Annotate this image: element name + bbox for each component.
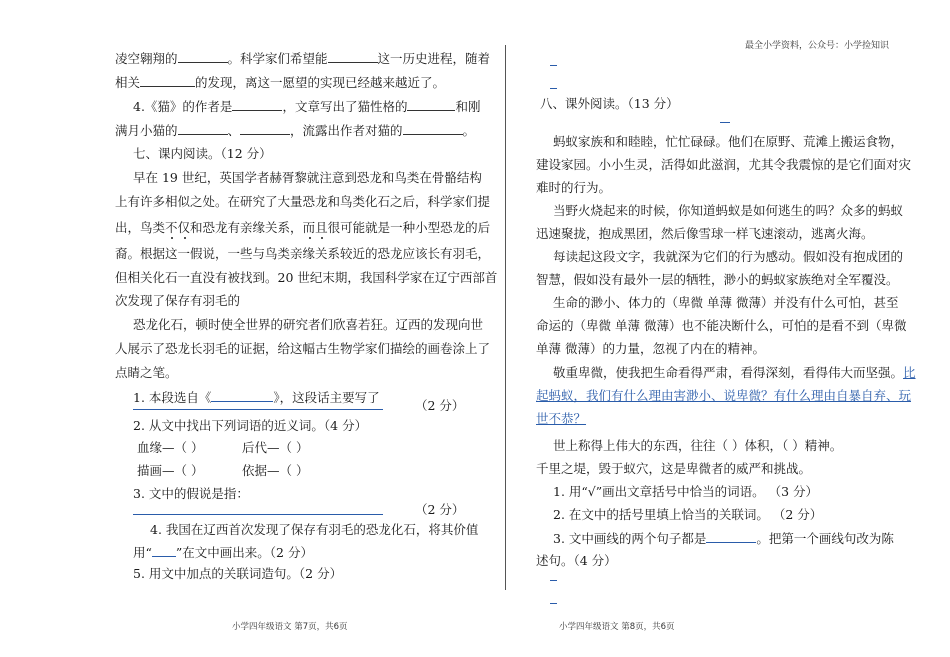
passage-line: 人展示了恐龙长羽毛的证据，给这幅古生物学家们描绘的画卷涂上了 [115, 341, 491, 356]
text: 。 [462, 123, 476, 138]
dotted-char: 不 [165, 220, 178, 235]
question-4b: 4. 我国在辽西首次发现了保存有羽毛的恐龙化石，将其价值 [150, 522, 479, 537]
text: ，文章写出了猫性格的 [282, 99, 408, 114]
passage-line: 千里之堤，毁于蚁穴，这是卑微者的威严和挑战。 [536, 461, 812, 476]
text: 满月小猫的 [115, 123, 178, 138]
section-8-title: 八、课外阅读。（13 分） [540, 96, 679, 111]
header-note: 最全小学资料，公众号：小学捡知识 [745, 41, 890, 51]
dotted-char: 而 [302, 220, 316, 235]
question-2: 2. 从文中找出下列词语的近义词。（4 分） [133, 418, 368, 433]
right-question-1: 1. 用“√”画出文章括号中恰当的词语。 （3 分） [553, 484, 819, 499]
passage-line [115, 220, 490, 236]
text: 的发现，离这一愿望的实现已经越来越近了。 [195, 75, 446, 90]
passage-line: 难时的行为。 [536, 180, 612, 195]
passage-line: 恐龙化石，顿时使全世界的研究者们欣喜若狂。辽西的发现向世 [133, 317, 484, 332]
passage-line: 智慧，假如没有最外一层的牺牲，渺小的蚂蚁家族绝对全军覆没。 [536, 272, 899, 287]
passage-line: 迅速聚拢，抱成黑团，然后像雪球一样飞速滚动，逃离火海。 [536, 226, 874, 241]
answer-blank[interactable] [140, 74, 195, 87]
passage-line: 但相关化石一直没有被找到。20 世纪末期，我国科学家在辽宁西部首 [115, 270, 498, 285]
dotted-char: 且 [315, 220, 328, 235]
page-footer: 小学四年级语文 第7页，共6页 [232, 622, 348, 632]
answer-dash[interactable] [550, 603, 557, 604]
text: 相关 [115, 75, 141, 90]
score-label: （2 分） [415, 502, 465, 517]
underlined-sentence: 世不恭？ [536, 411, 587, 426]
page-footer: 小学四年级语文 第8页，共6页 [559, 622, 675, 632]
answer-blank[interactable] [178, 50, 228, 63]
passage-line: 早在 19 世纪，英国学者赫胥黎就注意到恐龙和鸟类在骨骼结构 [133, 170, 482, 185]
page-divider [505, 45, 506, 590]
synonym-item: 后代—（ ） [242, 440, 309, 455]
passage-line: 次发现了保存有羽毛的 [115, 293, 241, 308]
text: 》，这段话主要写了 [273, 390, 380, 405]
synonym-item: 血缘—（ ） [137, 440, 204, 455]
text: ，流露出作者对猫的 [290, 123, 403, 138]
passage-line [115, 50, 490, 67]
passage-line: 建设家园。小小生灵，活得如此滋润，尤其令我震惊的是它们面对灾 [536, 157, 912, 172]
answer-blank[interactable] [403, 122, 463, 135]
answer-blank[interactable] [178, 122, 228, 135]
passage-line: 世上称得上伟大的东西，往往（ ）体积，（ ）精神。 [553, 438, 843, 453]
right-question-2: 2. 在文中的括号里填上恰当的关联词。 （2 分） [553, 507, 823, 522]
passage-line: 点睛之笔。 [115, 365, 178, 380]
text: 敬重卑微，使我把生命看得严肃，看得深刻，看得伟大而坚强。 [553, 365, 904, 380]
synonym-item: 依据—（ ） [242, 463, 309, 478]
passage-line: 单薄 微薄）的力量，忽视了内在的精神。 [536, 341, 765, 356]
score-label: （2 分） [415, 398, 465, 413]
question-4-cont [115, 122, 475, 139]
question-3: 3. 文中的假说是指： [133, 486, 249, 501]
text: 和恐龙有亲缘关系， [190, 220, 303, 235]
passage-line: 上有许多相似之处。在研究了大量恐龙和鸟类化石之后，科学家们提 [115, 194, 491, 209]
passage-line [115, 74, 445, 91]
answer-line[interactable] [133, 409, 383, 410]
question-1 [133, 389, 380, 406]
passage-line: 裔。根据这一假说，一些与鸟类亲缘关系较近的恐龙应该长有羽毛， [115, 246, 491, 261]
answer-blank[interactable] [152, 544, 176, 557]
question-4 [133, 98, 480, 115]
underlined-text: 比 [903, 365, 916, 380]
answer-blank[interactable] [240, 122, 290, 135]
text: 3. 文中画线的两个句子都是 [553, 531, 707, 546]
text: 4.《猫》的作者是 [133, 99, 233, 114]
passage-line: 蚂蚁家族和和睦睦，忙忙碌碌。他们在原野、荒滩上搬运食物， [553, 134, 904, 149]
answer-blank[interactable] [407, 98, 455, 111]
question-5: 5. 用文中加点的关联词造句。（2 分） [133, 566, 343, 581]
right-question-3 [553, 530, 894, 547]
passage-line: 命运的（卑微 单薄 微薄）也不能决断什么，可怕的是看不到（卑微 [536, 318, 907, 333]
passage-line: 生命的渺小、体力的（卑微 单薄 微薄）并没有什么可怕，甚至 [553, 295, 899, 310]
answer-blank[interactable] [211, 389, 273, 402]
text: 用“ [133, 545, 152, 560]
text: ”在文中画出来。（2 分） [175, 545, 313, 560]
answer-dash[interactable] [550, 65, 557, 66]
text: 。把第一个画线句改为陈 [756, 531, 894, 546]
answer-dash[interactable] [550, 88, 557, 89]
answer-dash[interactable] [720, 122, 730, 123]
text: 。科学家们希望能 [227, 51, 328, 66]
answer-dash[interactable] [550, 580, 557, 581]
answer-blank[interactable] [706, 530, 756, 543]
text: 凌空翱翔的 [115, 51, 178, 66]
text: 1. 本段选自《 [133, 390, 212, 405]
dotted-char: 仅 [177, 220, 191, 235]
text: 和刚 [455, 99, 481, 114]
answer-line[interactable] [133, 514, 383, 515]
passage-line: 当野火烧起来的时候，你知道蚂蚁是如何逃生的吗？众多的蚂蚁 [553, 203, 904, 218]
question-4b-cont [133, 544, 313, 561]
right-page [507, 0, 950, 657]
text: 很可能就是一种小型恐龙的后 [327, 220, 491, 235]
passage-line: 每读起这段文字，我就深为它们的行为感动。假如没有抱成团的 [553, 249, 904, 264]
section-7-title: 七、课内阅读。（12 分） [133, 146, 272, 161]
answer-blank[interactable] [328, 50, 378, 63]
passage-line [553, 365, 916, 381]
right-question-3-cont: 述句。（4 分） [536, 553, 617, 568]
text: 出，鸟类 [115, 220, 166, 235]
underlined-sentence: 起蚂蚁，我们有什么理由害渺小、说卑微？有什么理由自暴自弃、玩 [536, 388, 912, 403]
synonym-item: 描画—（ ） [137, 463, 204, 478]
answer-blank[interactable] [232, 98, 282, 111]
text: 这一历史进程，随着 [377, 51, 491, 66]
text: 、 [227, 123, 241, 138]
